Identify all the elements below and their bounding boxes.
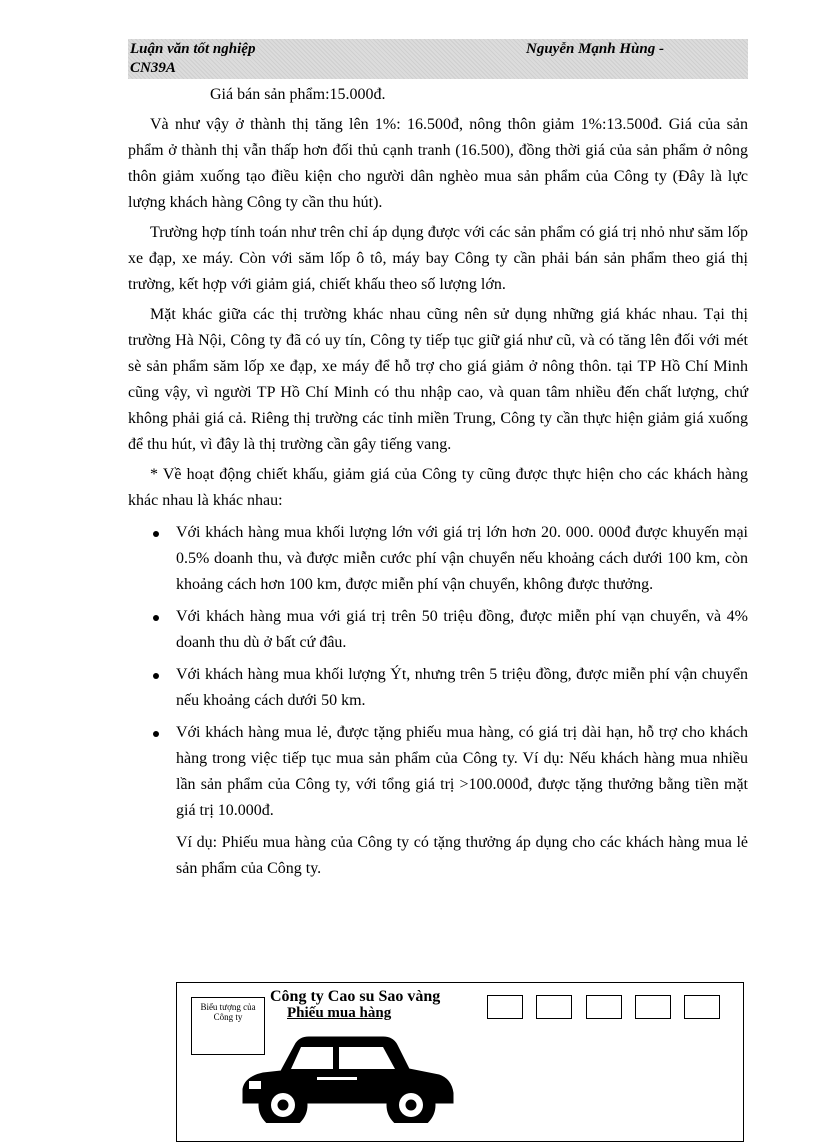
bullet-icon	[153, 615, 159, 621]
voucher-title: Phiếu mua hàng	[287, 1005, 392, 1021]
paragraph-price-change: Và như vậy ở thành thị tăng lên 1%: 16.500đ, nông thôn giảm 1%:13.500đ. Giá của sản phẩm ở thành thị vẫn thấp hơn đối thủ cạnh tranh (16.500), đồng thời giá của sản phẩm ở nông thôn giảm xuống tạo điều kiện cho người dân nghèo mua sản phẩm của Công ty (Đây là lực lượng khách hàng Công ty cần thu hút).	[128, 116, 748, 211]
voucher-company-name: Công ty Cao su Sao vàng	[270, 988, 441, 1005]
bullet-icon	[153, 531, 159, 537]
list-item	[128, 604, 748, 656]
list-item-text: Với khách hàng mua lẻ, được tặng phiếu mua hàng, có giá trị dài hạn, hỗ trợ cho khách hàng trong việc tiếp tục mua sản phẩm của Công ty. Ví dụ: Nếu khách hàng mua nhiều lần sản phẩm của Công ty, với tổng giá trị >100.000đ, được tặng thưởng bằng tiền mặt giá trị 10.000đ.	[176, 724, 748, 819]
page-header	[128, 39, 748, 79]
example-paragraph: Ví dụ: Phiếu mua hàng của Công ty có tặng thưởng áp dụng cho các khách hàng mua lẻ sản phẩm của Công ty.	[176, 834, 748, 877]
list-item-text: Với khách hàng mua khối lượng lớn với giá trị lớn hơn 20. 000. 000đ được khuyến mại 0.5% doanh thu, và được miễn cước phí vận chuyển nếu khoảng cách dưới 100 km, còn khoảng cách hơn 100 km, được miễn phí vận chuyển, không được thưởng.	[176, 524, 748, 593]
list-item	[128, 662, 748, 714]
voucher-box	[684, 995, 720, 1019]
list-item-text: Với khách hàng mua với giá trị trên 50 triệu đồng, được miễn phí vạn chuyển, và 4% doanh thu dù ở bất cứ đâu.	[176, 608, 748, 651]
list-item-text: Với khách hàng mua khối lượng Ýt, nhưng trên 5 triệu đồng, được miễn phí vận chuyển nếu khoảng cách dưới 50 km.	[176, 666, 748, 709]
price-line: Giá bán sản phẩm:15.000đ.	[210, 86, 386, 103]
document-body	[128, 82, 748, 898]
bullet-icon	[153, 673, 159, 679]
voucher-box	[536, 995, 572, 1019]
header-class: CN39A	[130, 60, 176, 76]
header-author: Nguyễn Mạnh Hùng -	[526, 41, 664, 57]
discount-list	[128, 520, 748, 824]
paragraph-regional-pricing: Mặt khác giữa các thị trường khác nhau cũng nên sử dụng những giá khác nhau. Tại thị trường Hà Nội, Công ty đã có uy tín, Công ty tiếp tục giữ giá như cũ, và có tăng lên đối với mét sè sản phẩm săm lốp xe đạp, xe máy để hỗ trợ cho giá giảm ở nông thôn. tại TP Hồ Chí Minh cũng vậy, vì người TP Hồ Chí Minh có thu nhập cao, và quan tâm nhiều đến chất lượng, chứ không phải giá cả. Riêng thị trường các tỉnh miền Trung, Công ty cần thực hiện giảm giá xuống để thu hút, vì đây là thị trường cần gây tiếng vang.	[128, 306, 748, 453]
header-thesis-title: Luận văn tốt nghiệp	[130, 41, 256, 57]
paragraph-calculation-scope: Trường hợp tính toán như trên chỉ áp dụng được với các sản phẩm có giá trị nhỏ như săm lốp xe đạp, xe máy. Còn với săm lốp ô tô, máy bay Công ty cần phải bán sản phẩm theo giá thị trường, kết hợp với giảm giá, chiết khấu theo số lượng lớn.	[128, 224, 748, 293]
voucher-box	[635, 995, 671, 1019]
company-logo-placeholder: Biểu tượng của Công ty	[191, 997, 265, 1055]
paragraph-discount-intro: * Về hoạt động chiết khấu, giảm giá của Công ty cũng được thực hiện cho các khách hàng khác nhau là khác nhau:	[128, 466, 748, 509]
vintage-car-icon	[233, 1023, 463, 1123]
bullet-icon	[153, 731, 159, 737]
voucher-box	[586, 995, 622, 1019]
list-item	[128, 720, 748, 824]
voucher-box	[487, 995, 523, 1019]
voucher-figure	[176, 982, 744, 1142]
list-item	[128, 520, 748, 598]
